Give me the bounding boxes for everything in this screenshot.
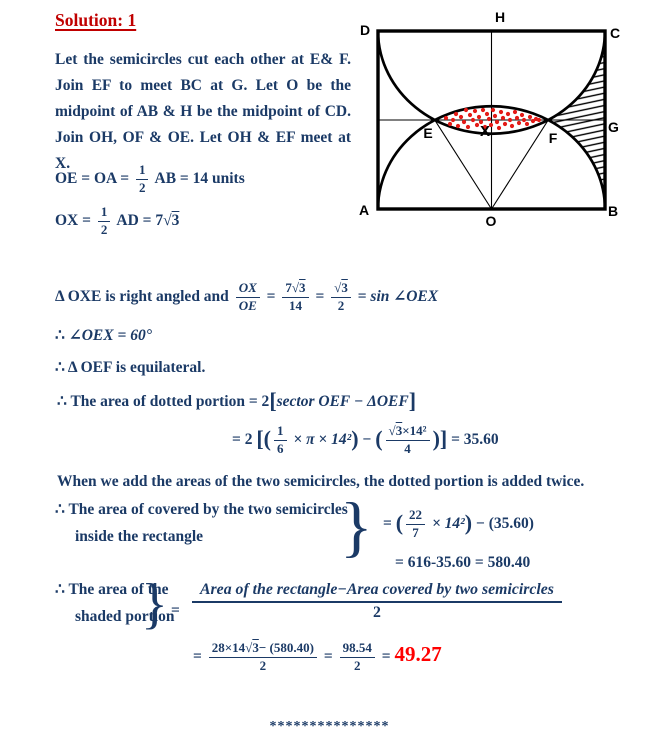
covered-result: = 616-35.60 = 580.40 (395, 554, 531, 571)
line-equilateral: ∴ Δ OEF is equilateral. (55, 359, 206, 376)
solution-title: Solution: 1 (55, 10, 137, 30)
covered-equation: = ( $\frac{22}{7}$ × 14²) − (35.60) (383, 507, 534, 540)
line-dotted-area: ∴ The area of dotted portion = 2[sector OEF − ΔOEF] (57, 388, 417, 413)
shaded-formula-fraction: $\frac{\text{Area of the rectangle−Area covered by two semicircles}}{2}$ (189, 581, 565, 622)
shaded-label-line1: ∴ The area of the (55, 581, 169, 598)
covered-label-line1: ∴ The area of covered by the two semicircles (55, 501, 348, 518)
intro-paragraph: Let the semicircles cut each other at E& F. Join EF to meet BC at G. Let O be the midpoint of AB & H be the midpoint of CD. Join OH, OF & OE. Let OH & EF meet at X. (55, 51, 351, 172)
covered-brace: } (340, 488, 373, 564)
final-answer-line: = $\frac{28\times 14√3- (580.40)}{2}$ = $\frac{98.54}{2}$ = 49.27 (193, 640, 442, 673)
line-dotted-value: = 2 [( $\frac{1}{6}$ × π × 14²) − ( $\frac{\text{√3×14²}}{4}$ )] = 35.60 (232, 423, 499, 456)
label-a: A (359, 202, 370, 218)
shaded-label-line2: shaded portion (75, 608, 175, 625)
label-f: F (548, 130, 558, 146)
label-o: O (485, 213, 497, 229)
label-g: G (608, 119, 619, 135)
label-x: X (479, 123, 491, 140)
line-when-we-add: When we add the areas of the two semicircles, the dotted portion is added twice. (57, 473, 585, 490)
shaded-brace: } (141, 573, 168, 635)
geometry-diagram (356, 8, 656, 232)
label-c: C (610, 25, 621, 41)
shaded-area-block (55, 573, 651, 642)
equation-ox: OX = $\frac{1}{2}$ AD = 7√3 (55, 204, 180, 237)
label-h: H (494, 9, 506, 25)
label-b: B (608, 203, 619, 219)
covered-label-line2: inside the rectangle (75, 528, 204, 545)
line-angle-60: ∴ ∠OEX = 60° (55, 327, 152, 344)
equation-oe-oa: OE = OA = $\frac{1}{2}$ AB = 14 units (55, 162, 245, 195)
label-e: E (423, 125, 433, 141)
covered-area-block (55, 488, 635, 582)
label-d: D (360, 22, 371, 38)
line-triangle-oxe: Δ OXE is right angled and $\frac{OX}{OE}$ = $\frac{7√3}{14}$ = $\frac{√3}{2}$ = sin ∠OEX (55, 280, 439, 313)
footer-asterisks: *************** (269, 719, 390, 734)
shaded-equals: = (171, 602, 180, 619)
